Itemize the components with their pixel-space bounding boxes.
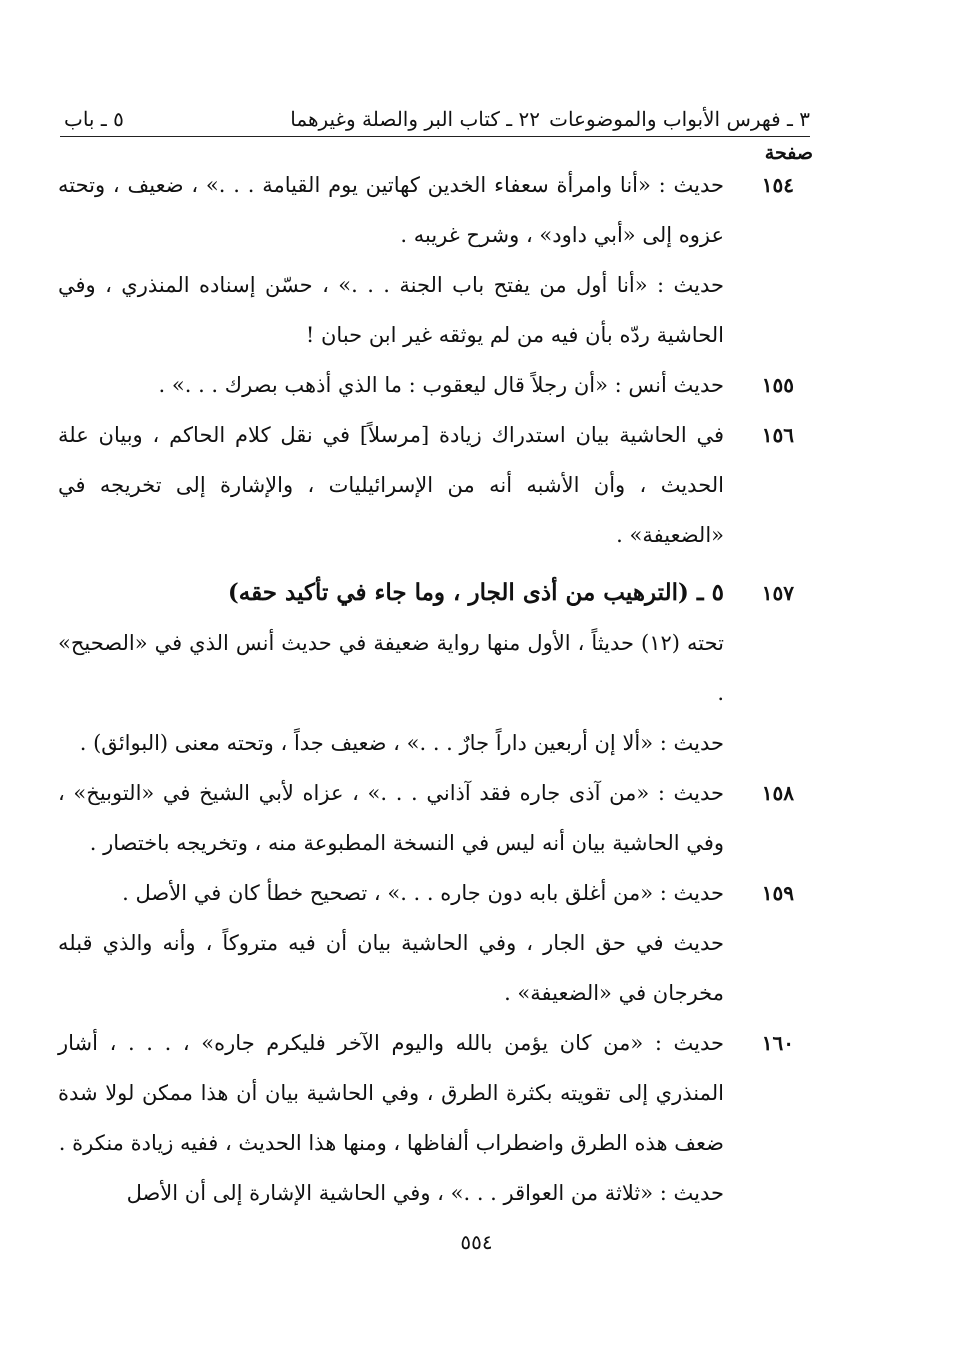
entry-page-number: ١٥٧	[761, 581, 794, 605]
entry-page-number: ١٥٤	[761, 173, 794, 197]
index-entries	[58, 160, 814, 1218]
entry-text: حديث : «من آذى جاره فقد آذاني . . .» ، عزاه لأبي الشيخ في «التوبيخ» ، وفي الحاشية بيان أنه ليس في النسخة المطبوعة منه ، وتخريجه باختصار .	[58, 781, 724, 855]
entry-text: حديث في حق الجار ، وفي الحاشية بيان أن فيه متروكاً ، وأنه والذي قبله مخرجان في «الضعيفة» .	[58, 931, 724, 1005]
running-header	[60, 102, 810, 137]
entry-text: حديث : «ثلاثة من العواقر . . .» ، وفي الحاشية الإشارة إلى أن الأصل	[126, 1181, 724, 1205]
entry-page-number: ١٥٦	[761, 423, 794, 447]
index-entry	[58, 1168, 814, 1218]
entry-text: حديث : «من أغلق بابه دون جاره . . .» ، تصحيح خطأ كان في الأصل .	[122, 881, 724, 905]
page-number: ٥٥٤	[460, 1230, 493, 1254]
header-chapter-title: ٥ ـ باب	[64, 107, 124, 131]
chapter-heading-entry	[58, 568, 814, 618]
entry-text: حديث : «من كان يؤمن بالله واليوم الآخر فليكرم جاره» ، . . . ، أشار المنذري إلى تقويته بكثرة الطرق ، وفي الحاشية بيان أن هذا ممكن لولا شدة ضعف هذه الطرق واضطراب ألفاظها ، ومنها هذا الحديث ، ففيه زيادة منكرة .	[58, 1031, 724, 1155]
header-index-title: ٣ ـ فهرس الأبواب والموضوعات	[549, 107, 810, 131]
index-entry	[58, 868, 814, 918]
entry-text: تحته (١٢) حديثاً ، الأول منها رواية ضعيفة في حديث أنس الذي في «الصحيح» .	[58, 631, 724, 705]
index-entry	[58, 768, 814, 868]
index-entry	[58, 918, 814, 1018]
entry-page-number: ١٥٨	[761, 781, 794, 805]
entry-text: حديث أنس : «أن رجلاً قال ليعقوب : ما الذي أذهب بصرك . . .» .	[158, 373, 724, 397]
entry-page-number: ١٥٩	[761, 881, 794, 905]
index-entry	[58, 410, 814, 560]
page-column-label: صفحة	[764, 142, 813, 164]
index-entry	[58, 360, 814, 410]
entry-text: حديث : «أنا أول من يفتح باب الجنة . . .» ، حسّن إسناده المنذري ، وفي الحاشية ردّه بأن فيه من لم يوثقه غير ابن حبان !	[58, 273, 724, 347]
index-entry	[58, 260, 814, 360]
chapter-heading: ٥ ـ (الترهيب من أذى الجار ، وما جاء في تأكيد حقه)	[227, 579, 724, 606]
entry-text: حديث : «أنا وامرأة سعفاء الخدين كهاتين يوم القيامة . . .» ، ضعيف ، وتحته عزوه إلى «أبي داود» ، وشرح غريبه .	[58, 173, 724, 247]
index-entry	[58, 160, 814, 260]
index-entry	[58, 1018, 814, 1168]
entry-text: في الحاشية بيان استدراك زيادة [مرسلاً] في نقل كلام الحاكم ، وبيان علة الحديث ، وأن الأشبه أنه من الإسرائيليات ، والإشارة إلى تخريجه في «الضعيفة» .	[58, 423, 724, 547]
header-book-title: ٢٢ ـ كتاب البر والصلة وغيرهما	[290, 107, 540, 131]
entry-page-number: ١٦٠	[761, 1031, 794, 1055]
index-entry	[58, 618, 814, 718]
entry-page-number: ١٥٥	[761, 373, 794, 397]
entry-text: حديث : «ألا إن أربعين داراً جارٌ . . .» ، ضعيف جداً ، وتحته معنى (البوائق) .	[79, 731, 724, 755]
index-entry	[58, 718, 814, 768]
